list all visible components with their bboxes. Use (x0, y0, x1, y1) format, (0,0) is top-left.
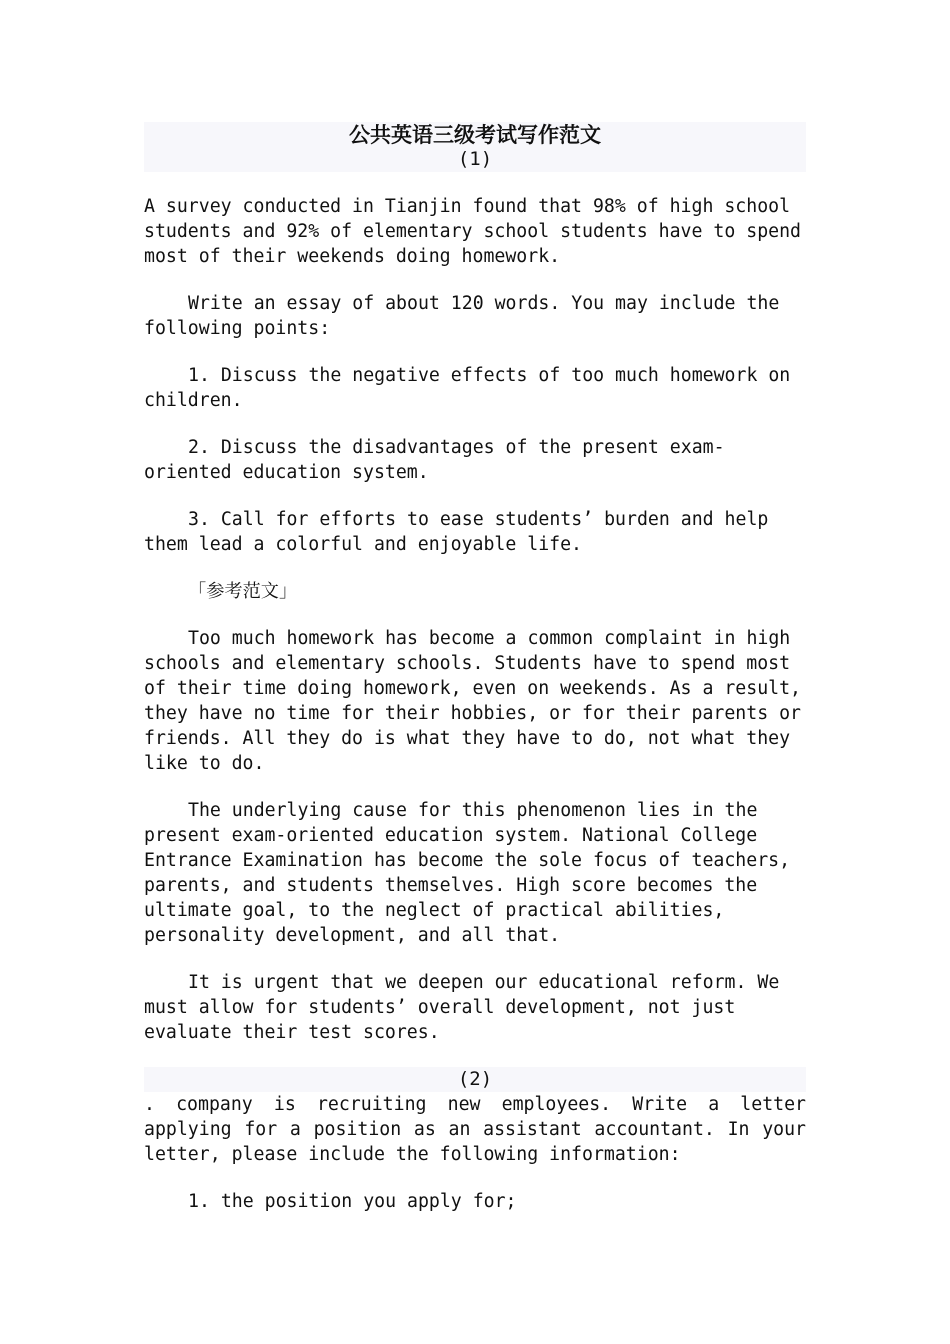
section-2-number: (2) (144, 1067, 806, 1092)
sample-essay-label: 「参考范文」 (188, 581, 298, 602)
essay-paragraph-1: Too much homework has become a common complaint in high schools and elementary schools. Students have to spend most of their time doing homework, even on weekends. As a result, they have no time for their hobbies, or for their parents or friends. All they do is what they have to do, not what they like to do. (144, 628, 801, 774)
document-title: 公共英语三级考试写作范文 (349, 122, 601, 147)
section-2-prompt: . company is recruiting new employees. Write a letter applying for a position as an assistant accountant. In your letter, please include the following information: (144, 1094, 806, 1165)
document-page (144, 122, 806, 1236)
section-1-point-3: 3. Call for efforts to ease students’ burden and help them lead a colorful and enjoyable life. (144, 509, 769, 555)
section-1-instruction: Write an essay of about 120 words. You may include the following points: (144, 293, 780, 339)
title-block (144, 122, 806, 172)
essay-paragraph-2: The underlying cause for this phenomenon lies in the present exam-oriented education system. National College Entrance Examination has become the sole focus of teachers, parents, and students themselves. High score becomes the ultimate goal, to the neglect of practical abilities, personality development, and all that. (144, 800, 791, 946)
section-2-point-1: 1. the position you apply for; (188, 1191, 517, 1212)
section-1-point-1: 1. Discuss the negative effects of too much homework on children. (144, 365, 791, 411)
section-1-point-2: 2. Discuss the disadvantages of the present exam-oriented education system. (144, 437, 725, 483)
essay-paragraph-3: It is urgent that we deepen our educational reform. We must allow for students’ overall development, not just evaluate their test scores. (144, 972, 780, 1043)
section-1-prompt: A survey conducted in Tianjin found that 98% of high school students and 92% of elementary school students have to spend most of their weekends doing homework. (144, 196, 801, 267)
section-1-number: (1) (457, 148, 493, 170)
